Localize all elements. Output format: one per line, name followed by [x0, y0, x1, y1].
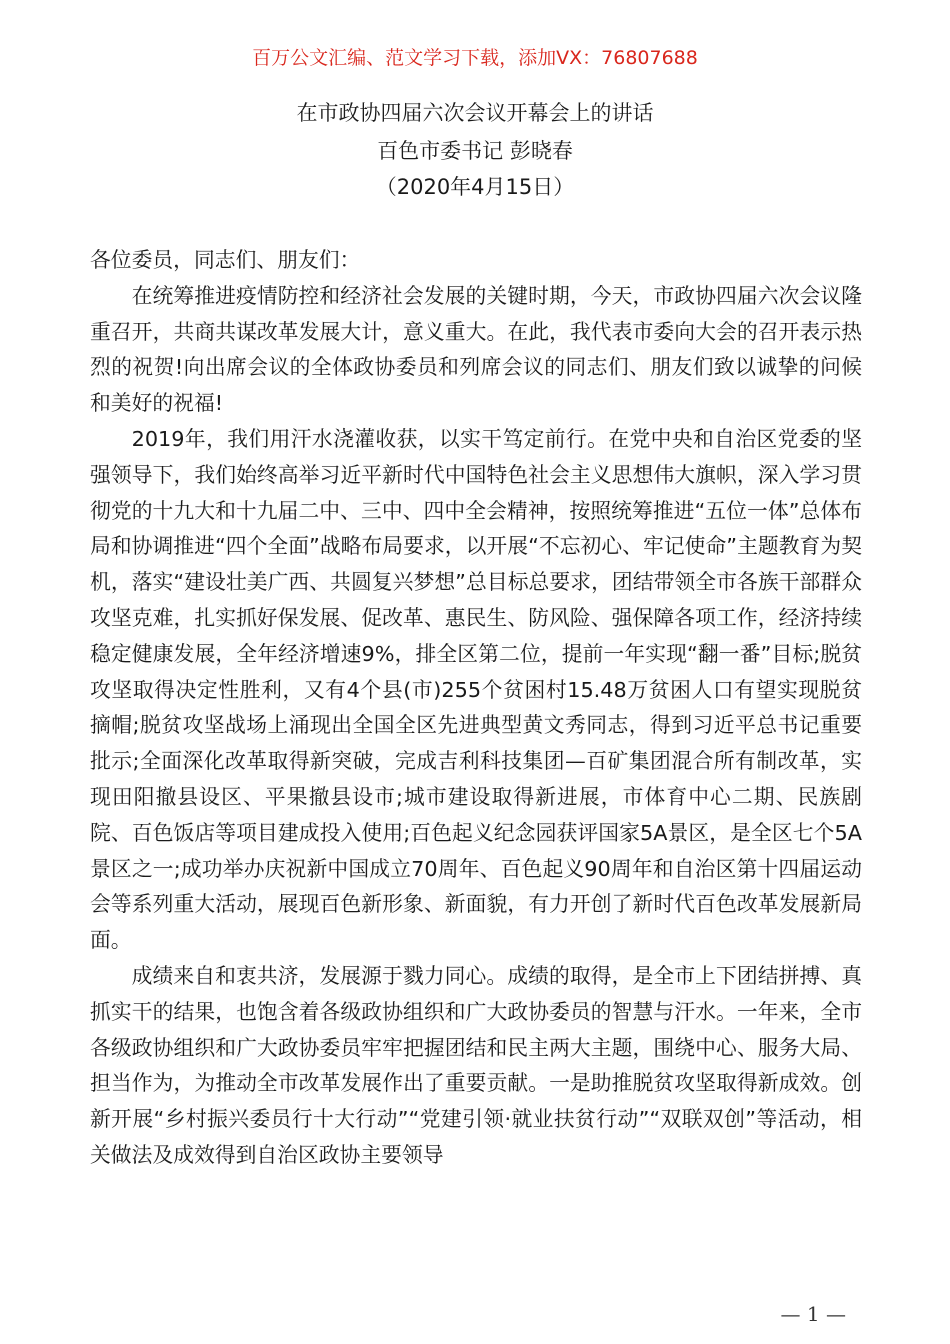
- paragraph-2: 2019年，我们用汗水浇灌收获，以实干笃定前行。在党中央和自治区党委的坚强领导下，我们始终高举习近平新时代中国特色社会主义思想伟大旗帜，深入学习贯彻党的十九大和十九届二中、三中、四中全会精神，按照统筹推进“五位一体”总体布局和协调推进“四个全面”战略布局要求，以开展“不忘初心、牢记使命”主题教育为契机，落实“建设壮美广西、共圆复兴梦想”总目标总要求，团结带领全市各族干部群众攻坚克难，扎实抓好保发展、促改革、惠民生、防风险、强保障各项工作，经济持续稳定健康发展，全年经济增速9%，排全区第二位，提前一年实现“翻一番”目标;脱贫攻坚取得决定性胜利，又有4个县(市)255个贫困村15.48万贫困人口有望实现脱贫摘帽;脱贫攻坚战场上涌现出全国全区先进典型黄文秀同志，得到习近平总书记重要批示;全面深化改革取得新突破，完成吉利科技集团—百矿集团混合所有制改革，实现田阳撤县设区、平果撤县设市;城市建设取得新进展，市体育中心二期、民族剧院、百色饭店等项目建成投入使用;百色起义纪念园获评国家5A景区，是全区七个5A景区之一;成功举办庆祝新中国成立70周年、百色起义90周年和自治区第十四届运动会等系列重大活动，展现百色新形象、新面貌，有力开创了新时代百色改革发展新局面。: [90, 426, 862, 953]
- paragraph-1: 在统筹推进疫情防控和经济社会发展的关键时期，今天，市政协四届六次会议隆重召开，共商共谋改革发展大计，意义重大。在此，我代表市委向大会的召开表示热烈的祝贺!向出席会议的全体政协委员和列席会议的同志们、朋友们致以诚挚的问候和美好的祝福!: [90, 283, 862, 416]
- speech-author: 百色市委书记 彭晓春: [377, 139, 573, 163]
- salutation: 各位委员，同志们、朋友们：: [90, 248, 361, 272]
- paragraph-3: 成绩来自和衷共济，发展源于戮力同心。成绩的取得，是全市上下团结拼搏、真抓实干的结果，也饱含着各级政协组织和广大政协委员的智慧与汗水。一年来，全市各级政协组织和广大政协委员牢牢把握团结和民主两大主题，围绕中心、服务大局、担当作为，为推动全市改革发展作出了重要贡献。一是助推脱贫攻坚取得新成效。创新开展“乡村振兴委员行十大行动”“党建引领·就业扶贫行动”“双联双创”等活动，相关做法及成效得到自治区政协主要领导: [90, 963, 862, 1167]
- speech-title: 在市政协四届六次会议开幕会上的讲话: [296, 101, 654, 125]
- page-number: — 1 —: [780, 1302, 846, 1326]
- speech-body: [90, 243, 862, 1174]
- speech-date: （2020年4月15日）: [375, 175, 575, 199]
- ad-banner: 百万公文汇编、范文学习下载，添加VX：76807688: [252, 47, 698, 69]
